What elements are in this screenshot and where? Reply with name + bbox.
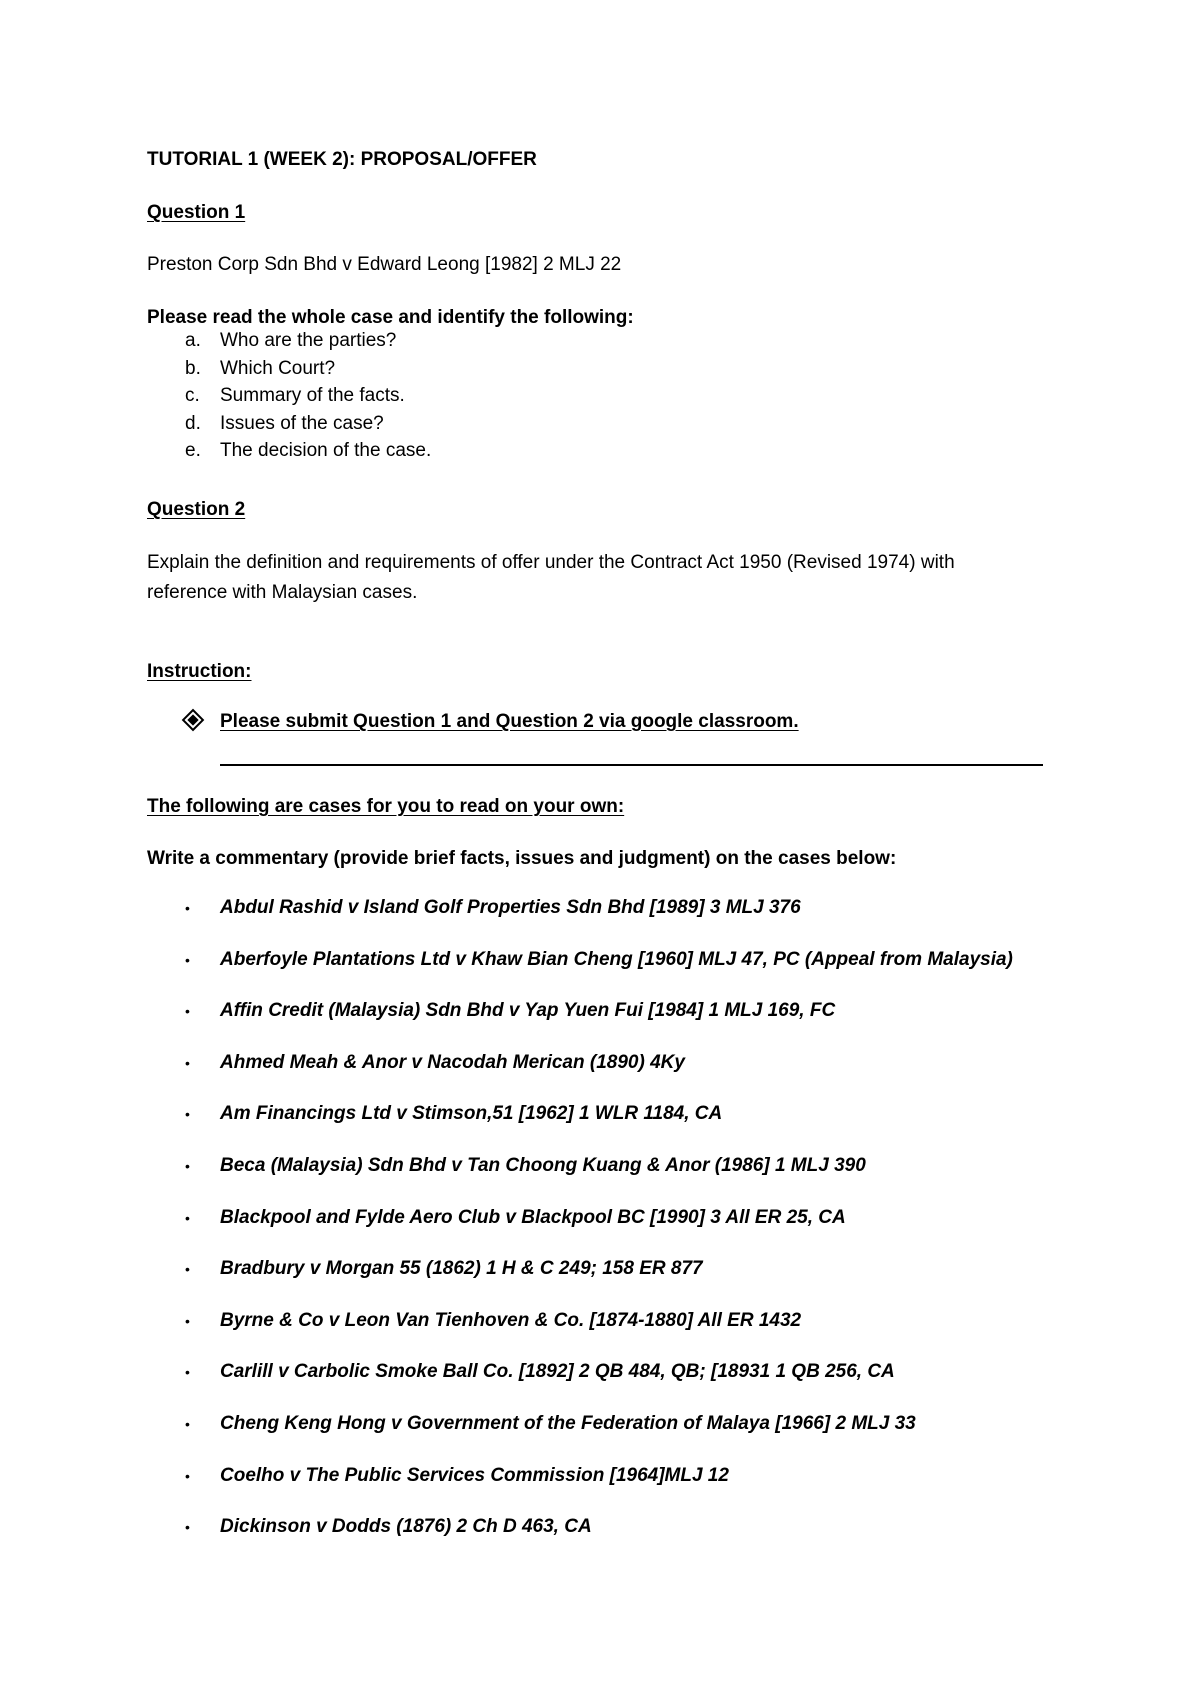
case-citation: Cheng Keng Hong v Government of the Federation of Malaya [1966] 2 MLJ 33 [220,1412,916,1434]
list-item [185,329,431,357]
list-item [147,1464,1047,1516]
bullet-icon: • [185,900,190,916]
case-citation: Aberfoyle Plantations Ltd v Khaw Bian Cheng [1960] MLJ 47, PC (Appeal from Malaysia) [220,948,1013,970]
list-item-text: Who are the parties? [220,330,397,351]
list-item [147,1051,1047,1103]
list-item [185,357,431,385]
list-item-letter: c. [185,385,200,406]
question-1-prompt: Please read the whole case and identify the following: [147,307,634,328]
instruction-heading: Instruction: [147,661,252,682]
page-title: TUTORIAL 1 (WEEK 2): PROPOSAL/OFFER [147,149,537,170]
instruction-text: Please submit Question 1 and Question 2 via google classroom. [220,711,799,732]
case-citation: Bradbury v Morgan 55 (1862) 1 H & C 249; 158 ER 877 [220,1258,703,1280]
list-item [185,384,431,412]
list-item-letter: e. [185,440,201,461]
list-item-letter: b. [185,357,201,379]
case-citation: Coelho v The Public Services Commission [1964]MLJ 12 [220,1464,729,1486]
bullet-icon: • [185,951,190,968]
list-item-text: Issues of the case? [220,412,384,434]
bullet-icon: • [185,1054,190,1071]
case-citation: Byrne & Co v Leon Van Tienhoven & Co. [1874-1880] All ER 1432 [220,1309,802,1331]
list-item [147,999,1047,1051]
bullet-icon: • [185,1261,190,1278]
bullet-icon: • [185,1003,190,1020]
question-2-text-line-1: Explain the definition and requirements of offer under the Contract Act 1950 (Revised 1974) with [147,552,955,573]
list-item [147,1360,1047,1412]
case-citation: Beca (Malaysia) Sdn Bhd v Tan Choong Kuang & Anor (1986] 1 MLJ 390 [220,1154,866,1176]
bullet-icon: • [185,1415,190,1432]
list-item [147,1515,1047,1567]
question-1-list [185,329,431,467]
list-item [185,439,431,467]
bullet-icon: • [185,1106,190,1123]
diamond-bullet-icon [182,709,205,732]
bullet-icon: • [185,1364,190,1381]
list-item [147,1257,1047,1309]
list-item-letter: a. [185,330,201,351]
list-item-letter: d. [185,412,201,434]
case-list [147,896,1047,1567]
list-item [147,1154,1047,1206]
list-item [147,1412,1047,1464]
list-item-text: Which Court? [220,357,336,379]
question-2-text-line-2: reference with Malaysian cases. [147,582,418,603]
case-citation: Dickinson v Dodds (1876) 2 Ch D 463, CA [220,1516,592,1538]
question-1-case: Preston Corp Sdn Bhd v Edward Leong [1982] 2 MLJ 22 [147,254,622,275]
case-citation: Affin Credit (Malaysia) Sdn Bhd v Yap Yuen Fui [1984] 1 MLJ 169, FC [220,1000,836,1022]
list-item [147,1309,1047,1361]
case-citation: Abdul Rashid v Island Golf Properties Sdn Bhd [1989] 3 MLJ 376 [220,897,801,918]
list-item [147,1102,1047,1154]
list-item-text: Summary of the facts. [220,385,405,406]
bullet-icon: • [185,1519,190,1536]
list-item [147,896,1047,948]
case-citation: Carlill v Carbolic Smoke Ball Co. [1892] 2 QB 484, QB; [18931 1 QB 256, CA [220,1361,895,1383]
bullet-icon: • [185,1467,190,1484]
reading-heading: The following are cases for you to read on your own: [147,796,625,817]
list-item [147,1206,1047,1258]
list-item [185,412,431,440]
bullet-icon: • [185,1312,190,1329]
case-citation: Ahmed Meah & Anor v Nacodah Merican (1890) 4Ky [220,1051,685,1073]
bullet-icon: • [185,1157,190,1174]
divider [220,764,1043,766]
question-2-heading: Question 2 [147,499,246,520]
case-citation: Blackpool and Fylde Aero Club v Blackpool BC [1990] 3 All ER 25, CA [220,1206,846,1228]
commentary-prompt: Write a commentary (provide brief facts, issues and judgment) on the cases below: [147,848,897,869]
case-citation: Am Financings Ltd v Stimson,51 [1962] 1 WLR 1184, CA [220,1103,723,1125]
list-item-text: The decision of the case. [220,440,432,461]
bullet-icon: • [185,1209,190,1226]
question-1-heading: Question 1 [147,202,246,223]
list-item [147,948,1047,1000]
